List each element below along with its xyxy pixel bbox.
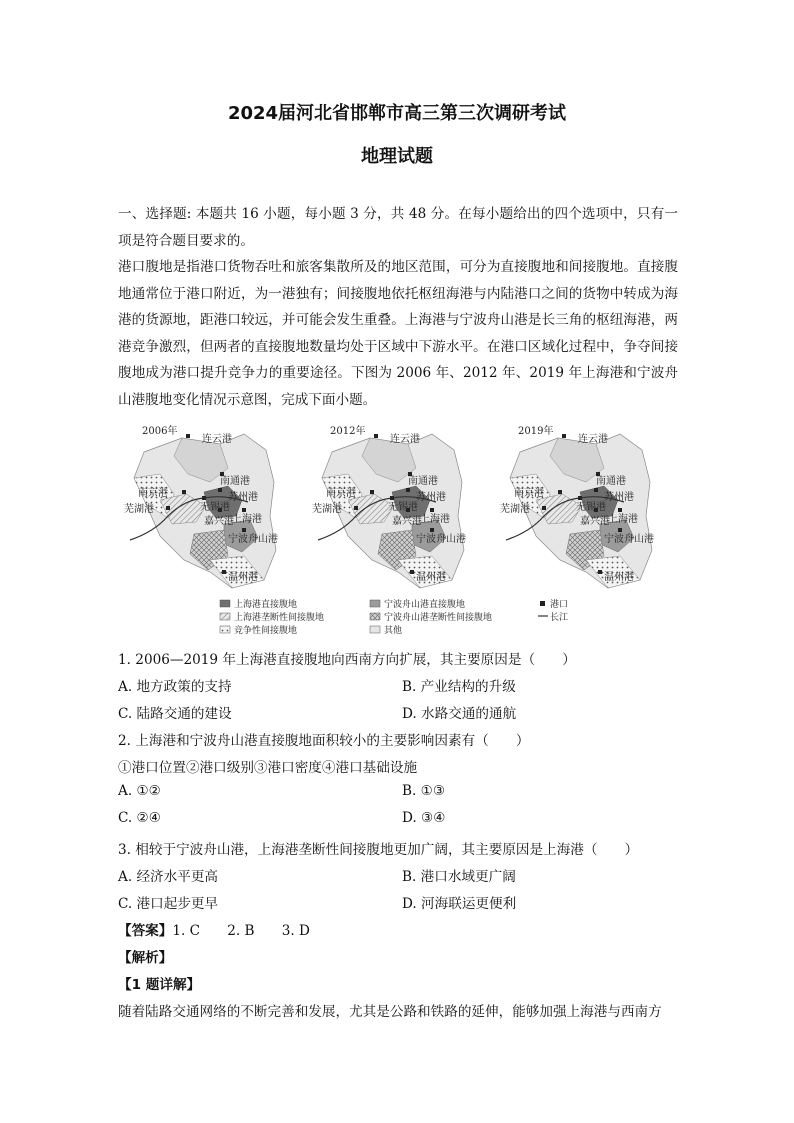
map-year-label: 2019年 (518, 426, 554, 437)
map-place-label: 南通港 (220, 476, 250, 487)
q1-option-a: A. 地方政策的支持 (118, 679, 232, 695)
q1-option-b: B. 产业结构的升级 (402, 679, 516, 695)
map-2012 (312, 424, 466, 588)
passage-text: 港口腹地是指港口货物吞吐和旅客集散所及的地区范围，可分为直接腹地和间接腹地。直接腹地通常位于港口附近，为一港独有；间接腹地依托枢纽海港与内陆港口之间的货物中转成为海港的货源地，距港口较远，并可能会发生重叠。上海港与宁波舟山港是长三角的枢纽海港，两港竞争激烈，但两者的直接腹地数量均处于区域中下游水平。在港口区域化过程中，争夺间接腹地成为港口提升竞争力的重要途径。下图为 2006 年、2012 年、2019 年上海港和宁波舟山港腹地变化情况示意图，完成下面小题。 (118, 259, 678, 408)
hinterland-map-figure (124, 420, 684, 640)
map-place-label: 苏州港 (604, 492, 634, 503)
answer-line (118, 919, 310, 939)
map-place-label: 宁波舟山港垄断性间接腹地 (384, 613, 493, 623)
question-1-stem: 1. 2006—2019 年上海港直接腹地向西南方向扩展，其主要原因是（ ） (118, 652, 576, 668)
document-subtitle: 地理试题 (361, 146, 433, 167)
map-place-label: 嘉兴港 (392, 516, 422, 527)
q3-option-b: B. 港口水域更广阔 (402, 869, 516, 885)
analysis-label: 【解析】 (118, 950, 173, 966)
answer-label: 【答案】 (118, 923, 173, 939)
map-place-label: 南京港 (514, 488, 544, 499)
map-place-label: 宁波舟山港 (416, 534, 466, 545)
map-2006 (124, 424, 278, 588)
q3-option-d: D. 河海联运更便利 (402, 896, 517, 912)
map-place-label: 上海港 (232, 514, 262, 525)
q2-option-c: C. ②④ (118, 810, 161, 826)
map-place-label: 上海港垄断性间接腹地 (234, 613, 325, 623)
q3-option-c: C. 港口起步更早 (118, 896, 219, 912)
answer-text: 1. C 2. B 3. D (172, 923, 310, 939)
map-place-label: 上海港 (608, 514, 638, 525)
section-instructions: 一、选择题: 本题共 16 小题，每小题 3 分，共 48 分。在每小题给出的四个选项中，只有一项是符合题目要求的。 (118, 206, 678, 249)
map-place-label: 宁波舟山港 (228, 534, 278, 545)
map-place-label: 温州港 (228, 572, 258, 583)
q1-option-d: D. 水路交通的通航 (402, 706, 517, 722)
map-place-label: 宁波舟山港 (604, 534, 654, 545)
map-place-label: 其他 (384, 626, 403, 636)
document-title: 2024届河北省邯郸市高三第三次调研考试 (227, 103, 567, 124)
map-place-label: 苏州港 (416, 492, 446, 503)
map-place-label: 无锡港 (200, 502, 230, 513)
question-2-stem: 2. 上海港和宁波舟山港直接腹地面积较小的主要影响因素有（ ） (118, 733, 530, 749)
map-place-label: 芜湖港 (500, 504, 530, 515)
map-place-label: 嘉兴港 (204, 516, 234, 527)
map-place-label: 苏州港 (228, 492, 258, 503)
map-place-label: 宁波舟山港直接腹地 (384, 600, 466, 610)
map-place-label: 长江 (550, 613, 569, 623)
map-place-label: 连云港 (578, 434, 608, 445)
map-place-label: 竞争性间接腹地 (234, 626, 298, 636)
q1-detail-label: 【1 题详解】 (118, 977, 201, 993)
map-legend (220, 598, 568, 636)
map-place-label: 南通港 (408, 476, 438, 487)
map-place-label: 上海港直接腹地 (234, 600, 298, 610)
map-place-label: 温州港 (416, 572, 446, 583)
question-3-stem: 3. 相较于宁波舟山港，上海港垄断性间接腹地更加广阔，其主要原因是上海港（ ） (118, 842, 639, 858)
map-year-label: 2012年 (330, 426, 366, 437)
map-place-label: 无锡港 (388, 502, 418, 513)
map-place-label: 南通港 (596, 476, 626, 487)
question-2-items: ①港口位置②港口级别③港口密度④港口基础设施 (118, 760, 418, 776)
map-place-label: 港口 (550, 600, 569, 610)
q1-option-c: C. 陆路交通的建设 (118, 706, 232, 722)
map-place-label: 芜湖港 (124, 504, 154, 515)
q1-detail-text: 随着陆路交通网络的不断完善和发展，尤其是公路和铁路的延伸，能够加强上海港与西南方 (118, 1004, 662, 1020)
map-year-label: 2006年 (142, 426, 178, 437)
map-place-label: 芜湖港 (312, 504, 342, 515)
map-place-label: 无锡港 (576, 502, 606, 513)
map-2019 (500, 424, 654, 588)
q2-option-d: D. ③④ (402, 810, 446, 826)
map-place-label: 嘉兴港 (580, 516, 610, 527)
map-place-label: 连云港 (390, 434, 420, 445)
map-place-label: 连云港 (202, 434, 232, 445)
map-place-label: 温州港 (604, 572, 634, 583)
q2-option-a: A. ①② (118, 783, 161, 799)
map-place-label: 上海港 (420, 514, 450, 525)
map-place-label: 南京港 (138, 488, 168, 499)
q2-option-b: B. ①③ (402, 783, 446, 799)
map-place-label: 南京港 (326, 488, 356, 499)
q3-option-a: A. 经济水平更高 (118, 869, 219, 885)
